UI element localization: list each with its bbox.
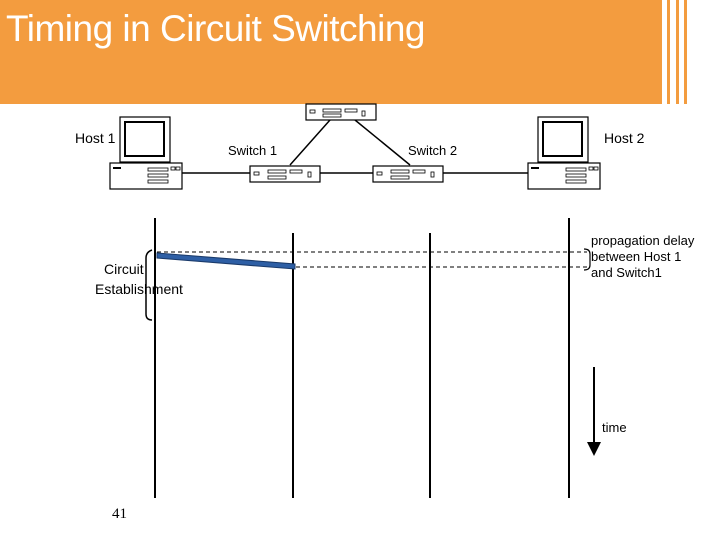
link-switch2-top-switch	[355, 120, 410, 165]
top-switch-icon	[306, 104, 376, 120]
propagation-delay-note	[591, 233, 694, 281]
propagation-line3: and Switch1	[591, 265, 662, 280]
circuit-establishment-label-line1: Circuit	[104, 261, 144, 277]
propagation-line2: between Host 1	[591, 249, 682, 264]
host1-label: Host 1	[75, 130, 116, 146]
host1-computer-icon	[110, 117, 182, 189]
host2-computer-icon	[528, 117, 600, 189]
switch2-label: Switch 2	[408, 143, 458, 158]
propagation-line1: propagation delay	[591, 233, 695, 248]
slide-title: Timing in Circuit Switching	[6, 8, 425, 49]
time-arrow-head	[587, 442, 601, 456]
switch1-icon	[250, 166, 320, 182]
switch1-label: Switch 1	[228, 143, 278, 158]
switch2-icon	[373, 166, 443, 182]
circuit-establishment-label-line2: Establishment	[95, 281, 183, 297]
link-switch1-top-switch	[290, 120, 330, 165]
propagation-signal	[157, 253, 295, 269]
host2-label: Host 2	[604, 130, 645, 146]
time-label: time	[602, 420, 627, 435]
page-number: 41	[112, 506, 127, 522]
